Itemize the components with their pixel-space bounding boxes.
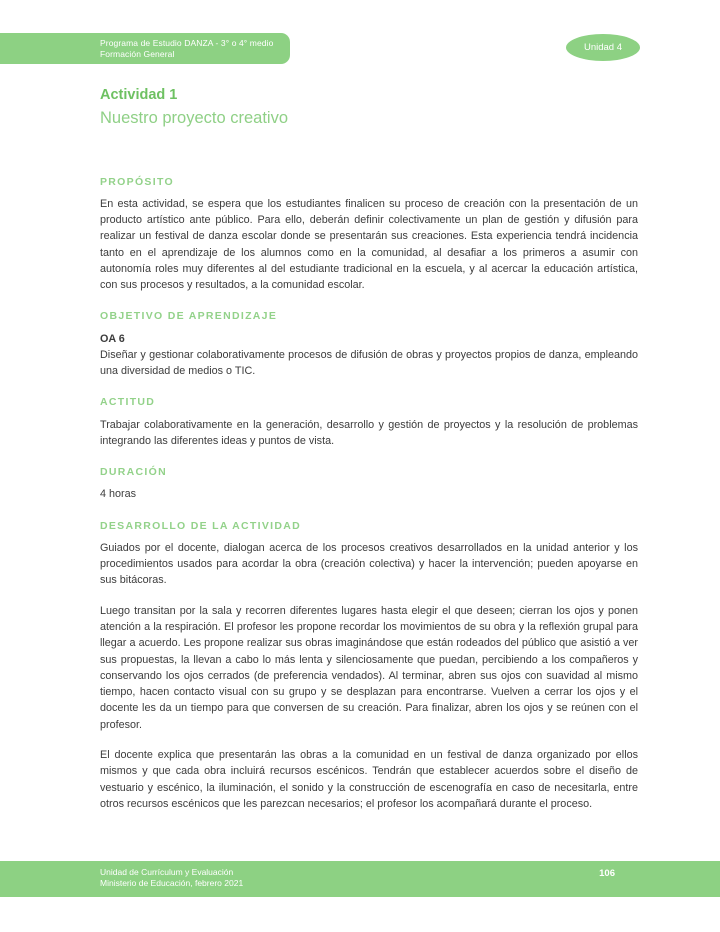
page-number: 106 — [599, 868, 615, 879]
actitud-paragraph: Trabajar colaborativamente en la generación, desarrollo y gestión de proyectos y la resolución de problemas integrando las diferentes ideas y puntos de vista. — [100, 418, 638, 447]
program-header-band — [0, 33, 290, 64]
section-heading-objetivo: OBJETIVO DE APRENDIZAJE — [100, 310, 278, 323]
section-heading-duracion: DURACIÓN — [100, 466, 167, 479]
oa-code: OA 6 — [100, 332, 125, 345]
footer-unit: Unidad de Currículum y Evaluación — [100, 867, 234, 877]
section-heading-desarrollo: DESARROLLO DE LA ACTIVIDAD — [100, 519, 302, 532]
activity-title: Actividad 1 — [100, 87, 178, 103]
duracion-value: 4 horas — [100, 488, 137, 501]
section-heading-proposito: PROPÓSITO — [100, 175, 174, 188]
footer-ministry: Ministerio de Educación, febrero 2021 — [100, 878, 244, 888]
footer-band — [0, 861, 720, 897]
program-name: Programa de Estudio DANZA - 3° o 4° medio — [100, 38, 274, 48]
proposito-paragraph: En esta actividad, se espera que los estudiantes finalicen su proceso de creación con la presentación de un producto artístico ante público. Para ello, deberán definir colectivamente un plan de gestión y difusión para realizar un festival de danza escolar donde se presentarán sus creaciones. Esta experiencia tendrá incidencia tanto en el aprendizaje de los alumnos como en la comunidad, al desafiar a los primeros a asumir con autonomía roles muy diferentes al del estudiante tradicional en la escuela, y al acercar la educación artística, con sus procesos y resultados, a la comunidad escolar. — [100, 197, 638, 292]
desarrollo-paragraph-1: Guiados por el docente, dialogan acerca de los procesos creativos desarrollados en la unidad anterior y los procedimientos usados para acordar la obra (creación colectiva) y hacer la intervención; pueden apoyarse en sus bitácoras. — [100, 541, 638, 587]
desarrollo-paragraph-3: El docente explica que presentarán las obras a la comunidad en un festival de danza organizado por ellos mismos y que cada obra incluirá recursos escénicos. Tendrán que establecer acuerdos sobre el diseño de vestuario y escénico, la iluminación, el sonido y la construcción de escenografía en caso de necesitarla, entre otros recursos escénicos que les parezcan necesarios; el profesor los acompañará durante el proceso. — [100, 749, 638, 810]
page-content — [100, 86, 638, 812]
program-track: Formación General — [100, 49, 175, 59]
unit-badge: Unidad 4 — [566, 34, 640, 61]
desarrollo-paragraph-2: Luego transitan por la sala y recorren diferentes lugares hasta elegir el que deseen; cierran los ojos y ponen atención a la respiración. El profesor les propone recordar los movimientos de su obra y la reflexión grupal para llegar a acuerdo. Les propone realizar sus obras imaginándose que están rodeados del público que asistió a ver sus propuestas, la llevan a cabo lo más lenta y silenciosamente que puedan, percibiendo a los compañeros y conservando los ojos cerrados (de preferencia vendados). Al terminar, abren sus ojos con suavidad al mismo tiempo, hacen contacto visual con su grupo y se desplazan para encontrarse. Vuelven a cerrar los ojos y el docente les da un tiempo para que conversen de su creación. Para finalizar, abren los ojos y se reúnen con el profesor. — [100, 604, 638, 731]
activity-subtitle: Nuestro proyecto creativo — [100, 109, 289, 128]
section-heading-actitud: ACTITUD — [100, 396, 156, 409]
objetivo-paragraph: Diseñar y gestionar colaborativamente procesos de difusión de obras y proyectos propios de danza, empleando una diversidad de medios o TIC. — [100, 348, 638, 378]
